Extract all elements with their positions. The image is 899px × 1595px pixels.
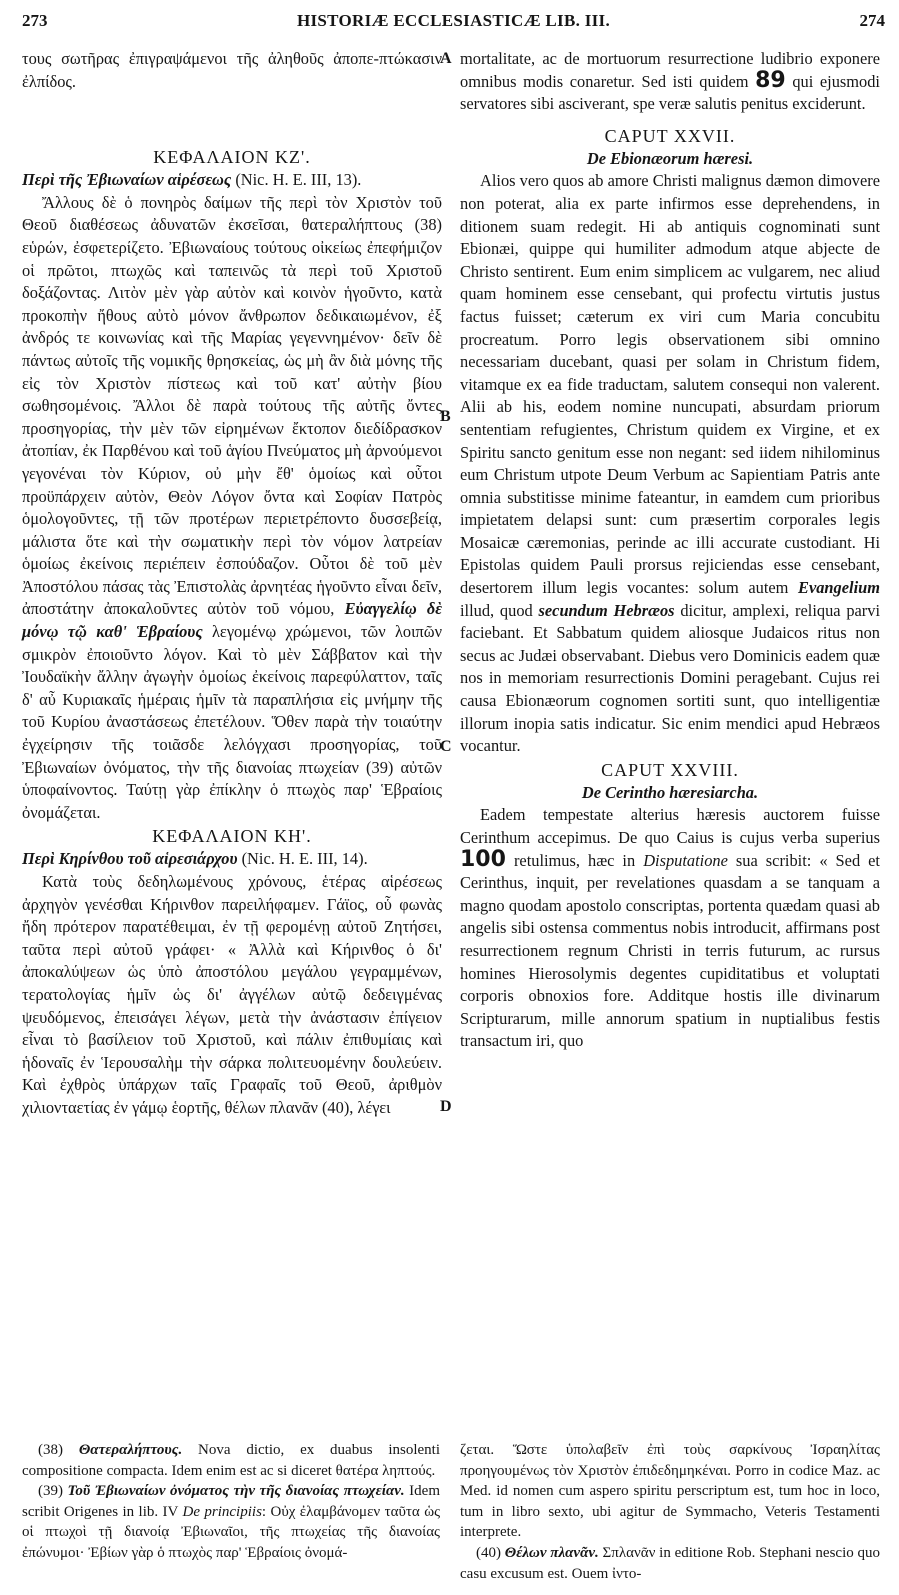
page-number-left: 273 — [22, 11, 48, 30]
running-title: HISTORIÆ ECCLESIASTICÆ LIB. III. — [296, 11, 611, 30]
latin-ch27-subtitle: De Ebionæorum hæresi. — [586, 148, 754, 168]
greek-ch28-text: Κατὰ τοὺς δεδηλωμένους χρόνους, ἑτέρας αἱρέσεως ἀρχηγὸν γενέσθαι Κήρινθον παρειλήφαμεν. Γάϊος, οὗ φωνὰς ἤδη πρότερον παρατέθειμαι, ἐν τῇ φερομένῃ αὐτοῦ Ζητήσει, ταῦτα περὶ αὐτοῦ γράφει· « Ἀλλὰ καὶ Κήρινθος ὁ δι' ἀποκαλύψεων ὡς ὑπὸ ἀποστόλου μεγάλου γεγραμμένων, τερατολογίας ἡμῖν ὡς δι' ἀγγέλων αὐτῷ δεδειγμένας ψευδόμενος, ἐπεισάγει λέγων, μετὰ τὴν ἀνάστασιν ἐπίγειον εἶναι τὸ βασίλειον τοῦ Χριστοῦ, καὶ πάλιν ἐπιθυμίαις καὶ ἡδοναῖς ἐν Ἱερουσαλὴμ τὴν σάρκα πολιτευομένην δουλεύειν. Καὶ ἐχθρὸς ὑπάρχων ταῖς Γραφαῖς τοῦ Θεοῦ, ἀριθμὸν χιλιονταετίας ἐν γάμῳ ἑορτῆς, θέλων πλανᾶν (40), λέγει — [22, 872, 442, 1117]
margin-letter-b: B — [440, 408, 451, 425]
footnote-38: (38) Θατεραλήπτους. Nova dictio, ex duabus insolenti compositione compacta. Idem enim est ac si diceret θατέρα ληπτούς. — [22, 1442, 441, 1479]
latin-ch28-text: Eadem tempestate alterius hæresis auctorem fuisse Cerinthum accepimus. De quo Caius is cujus verba superius 100 retulimus, hæc in Disputatione sua scribit: « Sed et Cerinthus, inquit, per revelationes quasdam a se tanquam a magno quodam apostolo conscriptas, portenta quædam quasi ab angelis sibi ostensa commentus nobis introducit, affirmans post resurrectionem regnum Christi in terris futurum, ac rursus homines Hierosolymis degentes cupiditatibus et voluptati corporis obnoxios fore. Additque hostis ille divinarum Scripturarum, mille annorum spatium in nuptialibus festis transactum iri, quo — [460, 805, 880, 1051]
footnote-39-continued: ζεται. Ὥστε ὑπολαβεῖν ἐπὶ τοὺς σαρκίνους Ἰσραηλίτας προηγουμένως τὸν Χριστὸν ἐπιδεδημηκέναι. Porro in codice Maz. ac Med. id nomen cum aspero spiritu perscriptum est, tum hoc in loco, tum in libro sexto, ubi agitur de Symmacho, Veteris Testamenti interprete. — [460, 1442, 880, 1541]
footnote-39: (39) Τοῦ Ἐβιωναίων ὀνόματος τὴν τῆς διανοίας πτωχείαν. Idem scribit Origenes in lib. IV De principiis: Οὐχ ἐλαμβάνομεν ταῦτα ὡς οἱ πτωχοὶ τῇ διανοίᾳ Ἐβιωναῖοι, τῆς πτωχείας τῆς διανοίας ἐπώνυμοι· Ἐβίων γὰρ ὁ πτωχὸς παρ' Ἑβραίοις ὀνομά- — [22, 1483, 441, 1561]
marginal-number: 89 — [755, 67, 786, 93]
greek-ch28-heading: ΚΕΦΑΛΑΙΟΝ ΚΗ'. — [152, 826, 312, 847]
greek-ch27-heading: ΚΕΦΑΛΑΙΟΝ ΚΖ'. — [153, 147, 311, 168]
margin-letter-d: D — [440, 1098, 452, 1115]
greek-ch27-subtitle: Περὶ τῆς Ἐβιωναίων αἱρέσεως (Nic. H. E. III, 13). — [22, 170, 362, 190]
greek-intro: τους σωτῆρας ἐπιγραψάμενοι τῆς ἀληθοῦς ἀποπε-πτώκασιν ἐλπίδος. — [22, 49, 442, 91]
running-header — [22, 11, 885, 39]
latin-ch27-text: Alios vero quos ab amore Christi malignus dæmon dimovere non poterat, alia ex parte infirmos esse deprehendens, in ditionem suam redegit. Hi ab antiquis cognominati sunt Ebionæi, quippe qui humiliter admodum atque abjecte de Christo sentirent. Eum enim simplicem ac vulgarem, nec aliud quam hominem esse censebant, qui profectu virtutis justus factus fuisset; cæterum ex viri cum Maria concubitu procreatum. Porro legis observationem sibi omnino necessariam ducebant, quasi per solam in Christum fidem, vitamque ex ea fide traductam, salutem consequi non valerent. Alii ab his, eodem nomine nuncupati, absurdam priorum sententiam refugientes, Christum quidem ex Virgine, et ex Spiritu sancto genitum esse non negant: sed iidem nihilominus eum Christum utpote Deum Verbum ac Sapientiam Patris ante omnia substitisse minime fateantur, in eamdem cum prioribus impietatem delapsi sunt: cum præsertim corporales legis Mosaicæ cæremonias, perinde ac illi accurate custodiant. Hi Epistolas quidem Pauli prorsus rejiciendas esse censebant, desertorem illum legis vocantes: solum autem Evangelium illud, quod secundum Hebræos dicitur, amplexi, reliqua parvi faciebant. Et Sabbatum quidem aliosque Judaicos ritus non secus ac Judæi observabant. Diebus vero Dominicis eadem quæ nos in memoriam resurrectionis Domini peragebant. Cujus rei causa Ebionæorum cognomen sortiti sunt, quo intelligentiæ illorum inopia satis indicatur. Sic enim mendici apud Hebræos vocantur. — [460, 171, 881, 756]
footnote-40: (40) Θέλων πλανᾶν. Σπλανᾶν in editione Rob. Stephani nescio quo casu excusum est. Ouem ἰντο- — [460, 1544, 880, 1582]
margin-letter-a: A — [440, 50, 452, 67]
footnotes-right — [460, 1440, 880, 1584]
latin-column — [460, 48, 880, 1053]
latin-ch28-heading: CAPUT XXVIII. — [601, 759, 739, 780]
greek-ch27-text: Ἄλλους δὲ ὁ πονηρὸς δαίμων τῆς περὶ τὸν Χριστὸν τοῦ Θεοῦ διαθέσεως ἀδυνατῶν ἐκσεῖσαι, θατεραλήπτους (38) εὑρών, ἐσφετερίζετο. Ἐβιωναίους τούτους οἰκείως ἐπεφήμιζον οἱ πρῶτοι, πτωχῶς καὶ ταπεινῶς τὰ περὶ τοῦ Χριστοῦ δοξάζοντας. Λιτὸν μὲν γὰρ αὐτὸν καὶ κοινὸν ἡγοῦντο, κατὰ προκοπὴν ἤθους αὐτὸ μόνον ἄνθρωπον δεδικαιωμένον, ἐξ ἀνδρός τε κοινωνίας καὶ τῆς Μαρίας γεγεννημένον· δεῖν δὲ πάντως αὐτοῖς τῆς νομικῆς θρησκείας, ὡς μὴ ἂν διὰ μόνης τῆς εἰς τὸν Χριστὸν πίστεως καὶ τοῦ κατ' αὐτὴν βίου σωθησομένοις. Ἄλλοι δὲ παρὰ τούτους τῆς αὐτῆς ὄντες προσηγορίας, τὴν μὲν τῶν εἰρημένων ἔκτοπον διεδίδρασκον ἀτοπίαν, ἐκ Παρθένου καὶ τοῦ ἁγίου Πνεύματος μὴ ἀρνούμενοι γεγονέναι τὸν Κύριον, οὐ μὴν ἔθ' ὁμοίως καὶ οὗτοι προϋπάρχειν αὐτὸν, Θεὸν Λόγον ὄντα καὶ Σοφίαν Πατρὸς ὁμολογοῦντες, τῇ τῶν προτέρων περιετρέποντο δυσσεβείᾳ, μάλιστα ὅτε καὶ τὴν σωματικὴν περὶ τὸν νόμον λατρείαν ὁμοίως ἐκείνοις περιέπειν ἐσπούδαζον. Οὗτοι δὲ τοῦ μὲν Ἀποστόλου πάσας τὰς Ἐπιστολὰς ἀρνητέας ἡγοῦντο εἶναι δεῖν, ἀποστάτην ἀποκαλοῦντες αὐτὸν τοῦ νόμου, Εὐαγγελίῳ δὲ μόνῳ τῷ καθ' Ἑβραίους λεγομένῳ χρώμενοι, τῶν λοιπῶν σμικρὸν ἐποιοῦντο λόγον. Καὶ τὸ μὲν Σάββατον καὶ τὴν Ἰουδαϊκὴν ἄλλην ἀγωγὴν ὁμοίως ἐκείνοις παρεφύλαττον, ταῖς δ' αὖ Κυριακαῖς ἡμέραις ἡμῖν τὰ παραπλήσια εἰς μνήμην τῆς τοῦ Κυρίου ἀναστάσεως ἐπετέλουν. Ὅθεν παρὰ τὴν τοιαύτην ἐγχείρησιν τῆς τοιᾶσδε λελόγχασι προσηγορίας, τοῦ Ἐβιωναίων ὀνόματος, τὴν τῆς διανοίας πτωχείαν (39) αὐτῶν ὑποφαίνοντος. Ταύτῃ γὰρ ἐπίκλην ὁ πτωχὸς παρ' Ἑβραίοις ὀνομάζεται. — [22, 192, 443, 822]
latin-ch27-heading: CAPUT XXVII. — [604, 125, 736, 146]
margin-letter-c: C — [440, 738, 452, 755]
latin-intro: mortalitate, ac de mortuorum resurrectione ludibrio exponere omnibus modis conaretur. Sed isti quidem 89 qui ejusmodi servatores sibi asciverant, spe veræ salutis penitus exciderunt. — [460, 49, 880, 114]
greek-ch28-subtitle: Περὶ Κηρίνθου τοῦ αἱρεσιάρχου (Nic. H. E. III, 14). — [22, 849, 368, 869]
page-number-right: 274 — [859, 11, 885, 30]
latin-ch28-subtitle: De Cerintho hæresiarcha. — [581, 782, 759, 802]
greek-column — [22, 48, 442, 1120]
footnotes-left — [22, 1440, 440, 1564]
marginal-number: 100 — [460, 846, 506, 872]
